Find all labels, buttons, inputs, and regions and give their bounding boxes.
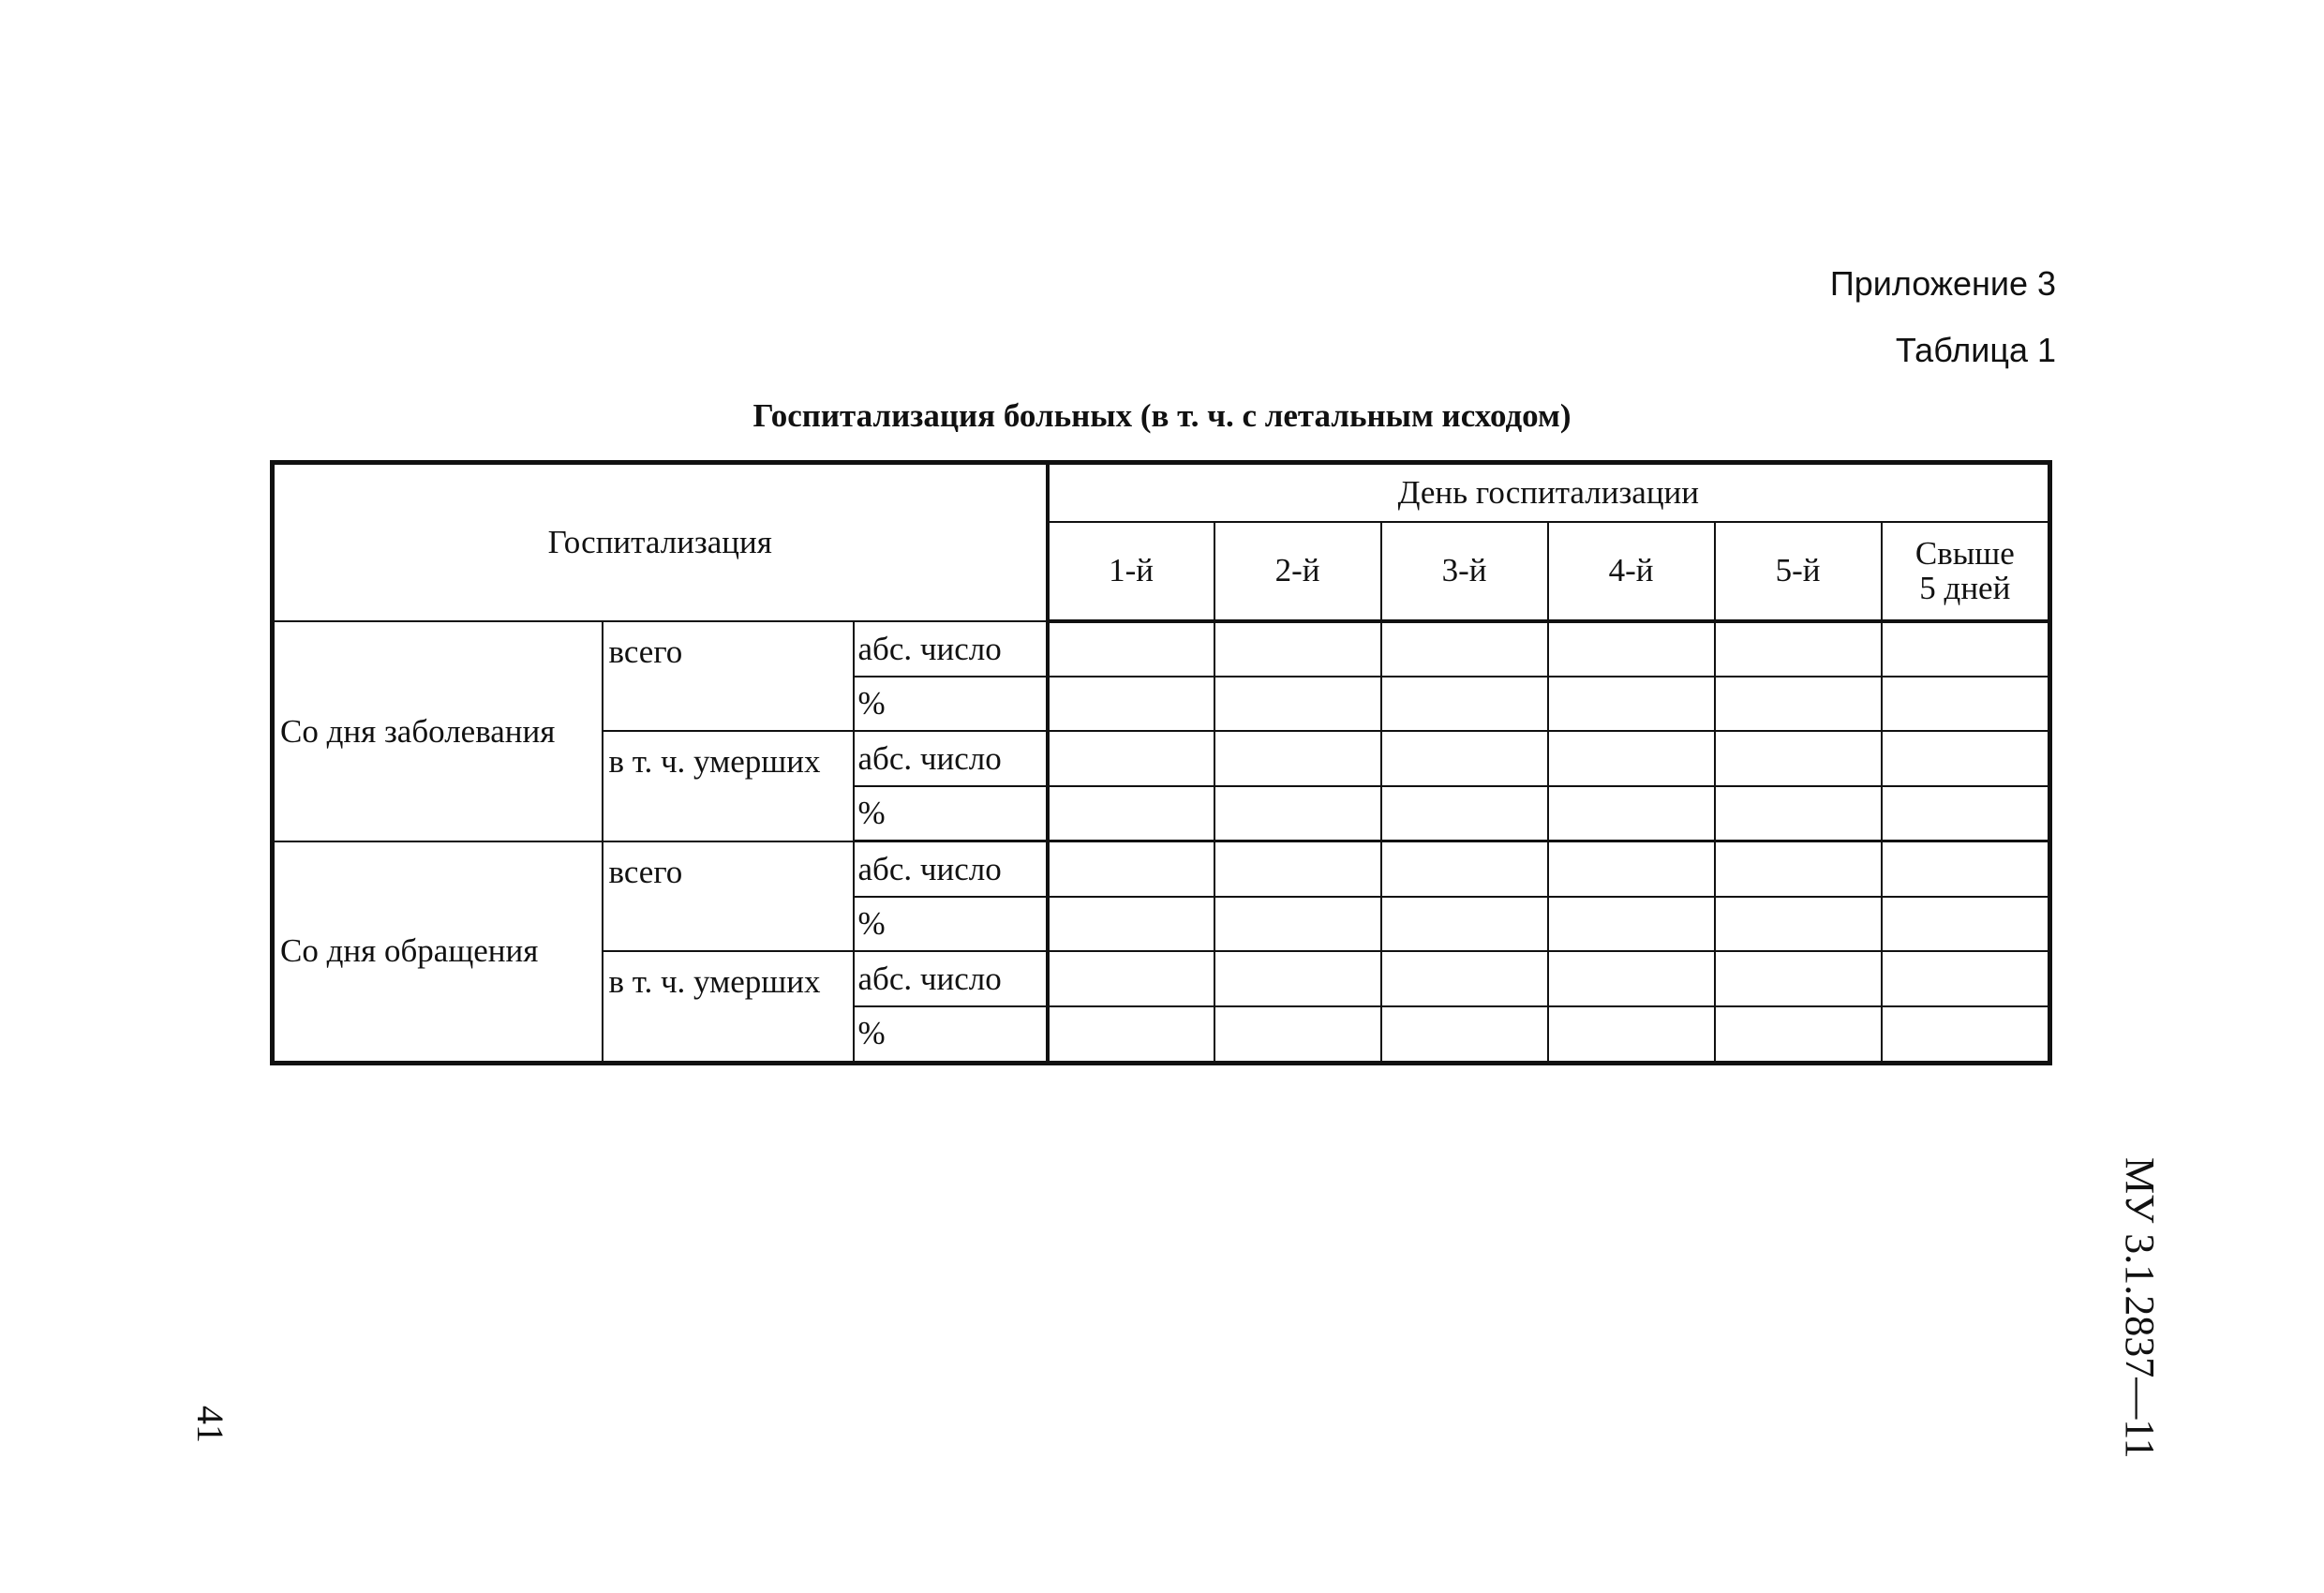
measure-label: %	[854, 677, 1048, 731]
empty-cell	[1882, 951, 2050, 1005]
empty-cell	[1715, 731, 1882, 785]
subgroup-label: в т. ч. умерших	[603, 951, 854, 1063]
hospitalization-table	[270, 460, 2052, 1065]
header-day-4: 4-й	[1548, 522, 1715, 621]
empty-cell	[1214, 897, 1381, 951]
empty-cell	[1548, 731, 1715, 785]
measure-label: абс. число	[854, 951, 1048, 1005]
empty-cell	[1548, 951, 1715, 1005]
empty-cell	[1381, 951, 1548, 1005]
empty-cell	[1882, 677, 2050, 731]
measure-label: %	[854, 1006, 1048, 1064]
page-number: 41	[189, 1406, 231, 1443]
empty-cell	[1048, 897, 1214, 951]
header-hospitalization: Госпитализация	[273, 463, 1048, 622]
empty-cell	[1548, 786, 1715, 841]
empty-cell	[1548, 621, 1715, 676]
header-day-2: 2-й	[1214, 522, 1381, 621]
empty-cell	[1048, 786, 1214, 841]
measure-label: %	[854, 786, 1048, 841]
empty-cell	[1214, 951, 1381, 1005]
empty-cell	[1048, 731, 1214, 785]
empty-cell	[1048, 841, 1214, 897]
empty-cell	[1048, 621, 1214, 676]
empty-cell	[1381, 731, 1548, 785]
empty-cell	[1048, 677, 1214, 731]
empty-cell	[1882, 621, 2050, 676]
group-label: Со дня обращения	[273, 841, 603, 1064]
empty-cell	[1048, 1006, 1214, 1064]
header-over-5-line2: 5 дней	[1919, 569, 2011, 606]
empty-cell	[1381, 841, 1548, 897]
subgroup-label: в т. ч. умерших	[603, 731, 854, 841]
empty-cell	[1715, 786, 1882, 841]
appendix-label: Приложение 3	[1829, 264, 2056, 303]
group-label: Со дня заболевания	[273, 621, 603, 841]
header-day-5: 5-й	[1715, 522, 1882, 621]
empty-cell	[1214, 677, 1381, 731]
empty-cell	[1381, 786, 1548, 841]
empty-cell	[1715, 841, 1882, 897]
empty-cell	[1882, 1006, 2050, 1064]
header-day-1: 1-й	[1048, 522, 1214, 621]
empty-cell	[1715, 897, 1882, 951]
empty-cell	[1381, 677, 1548, 731]
empty-cell	[1548, 841, 1715, 897]
empty-cell	[1548, 897, 1715, 951]
subgroup-label: всего	[603, 621, 854, 731]
document-code: МУ 3.1.2837—11	[2117, 1157, 2163, 1459]
empty-cell	[1548, 1006, 1715, 1064]
table-title: Госпитализация больных (в т. ч. с летальным исходом)	[752, 397, 1572, 434]
empty-cell	[1882, 897, 2050, 951]
empty-cell	[1381, 897, 1548, 951]
header-over-5-line1: Свыше	[1914, 534, 2015, 572]
empty-cell	[1214, 841, 1381, 897]
measure-label: %	[854, 897, 1048, 951]
table-row	[273, 841, 2050, 897]
empty-cell	[1214, 786, 1381, 841]
empty-cell	[1882, 841, 2050, 897]
empty-cell	[1715, 621, 1882, 676]
empty-cell	[1214, 731, 1381, 785]
empty-cell	[1715, 677, 1882, 731]
header-day-3: 3-й	[1381, 522, 1548, 621]
empty-cell	[1715, 1006, 1882, 1064]
header-over-5-days	[1882, 522, 2050, 621]
header-hospitalization-day: День госпитализации	[1048, 463, 2050, 523]
table-number: Таблица 1	[1895, 331, 2056, 369]
measure-label: абс. число	[854, 731, 1048, 785]
subgroup-label: всего	[603, 841, 854, 952]
table-row	[273, 621, 2050, 676]
measure-label: абс. число	[854, 841, 1048, 897]
empty-cell	[1381, 621, 1548, 676]
empty-cell	[1548, 677, 1715, 731]
empty-cell	[1715, 951, 1882, 1005]
measure-label: абс. число	[854, 621, 1048, 676]
empty-cell	[1214, 621, 1381, 676]
empty-cell	[1381, 1006, 1548, 1064]
empty-cell	[1214, 1006, 1381, 1064]
empty-cell	[1882, 731, 2050, 785]
empty-cell	[1048, 951, 1214, 1005]
empty-cell	[1882, 786, 2050, 841]
